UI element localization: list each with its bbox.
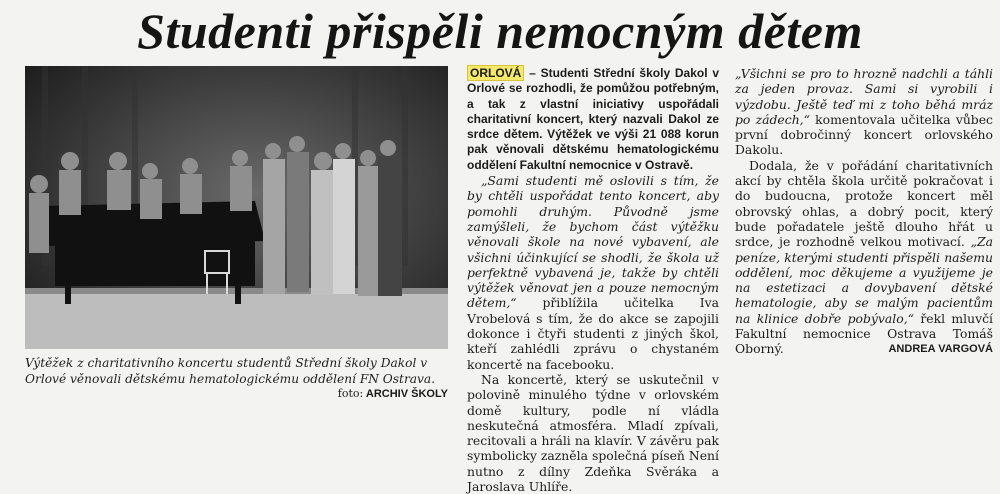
quote-3: „Za peníze, kterými studenti přispěli našemu oddělení, moc děkujeme a využijeme je na estetizaci a dovybavení dětské hematologie, aby se malým pacientům na klinice dobře pobývalo,“ — [735, 234, 993, 326]
paragraph-2-continued — [735, 66, 993, 158]
photo-credit-source: ARCHIV ŠKOLY — [365, 388, 448, 400]
paragraph-3-rest: řekl mluvčí Fakultní nemocnice Ostrava Tomáš Oborný. — [735, 310, 993, 357]
paragraph-1 — [467, 173, 719, 372]
paragraph-2-text: Na koncertě, který se uskutečnil v polovině minulého týdne v orlovském domě kultury, podle ní vládla neskutečná atmosféra. Mladí zpívali, recitovali a hráli na klavír. V závěru pak symbolicky zazněla společná píseň Není nutno z dílny Zdeňka Svěráka a Jaroslava Uhlíře. — [467, 371, 719, 494]
photo-credit — [338, 387, 448, 400]
dateline: ORLOVÁ — [467, 65, 524, 81]
photo-credit-label: foto: — [337, 387, 364, 400]
paragraph-3 — [735, 158, 993, 357]
article-lead — [467, 66, 719, 173]
photo-caption: Výtěžek z charitativního koncertu studentů Střední školy Dakol v Orlové věnovali dětskému hematologickému oddělení FN Ostrava. — [25, 356, 436, 386]
paragraph-2-rest: komentovala učitelka vůbec první dobročinný koncert orlovského Dakolu. — [735, 111, 994, 158]
paragraph-1-rest: přiblížila učitelka Iva Vrobelová s tím, že do akce se zapojili dokonce i čtyři studenti z jiných škol, kteří zahlédli zprávu o chystaném koncertě na facebooku. — [467, 295, 719, 372]
article-column-1 — [467, 66, 719, 494]
quote-1: „Sami studenti mě oslovili s tím, že by chtěli uspořádat tento koncert, aby pomohli druhým. Původně jsme zamýšleli, že bychom část výtěžku věnovali škole na nové vybavení, ale všichni účinkující se shodli, že škola už perfektně vybavená je, takže by chtěli výtěžek věnovat jen a pouze nemocným dětem,“ — [467, 173, 719, 311]
concert-photo-icon — [25, 66, 448, 349]
lead-text: – Studenti Střední školy Dakol v Orlové se rozhodli, že pomůžou potřebným, a tak z vlastní iniciativy uspořádali charitativní koncert, který nazvali Dakol ze srdce dětem. Výtěžek ve výši 21 088 korun pak věnovali dětskému hematologickému oddělení Fakultní nemocnice v Ostravě. — [467, 66, 719, 172]
concert-photo — [25, 66, 448, 349]
paragraph-2-start — [467, 372, 719, 494]
paragraph-3-text: Dodala, že v pořádání charitativních akcí by chtěla škola určitě pokračovat i do budoucna, protože koncert měl obrovský ohlas, a dobrý pocit, který bude pořadatele ještě dlouho hřát u srdce, je rozhodně velkou motivací. — [735, 157, 993, 250]
quote-2: „Všichni se pro to hrozně nadchli a táhli za jeden provaz. Sami si vyrobili i výzdobu. Ještě teď mi z toho běhá mráz po zádech,“ — [735, 66, 993, 127]
article-column-2 — [735, 66, 993, 358]
article-headline: Studenti přispěli nemocným dětem — [137, 3, 863, 59]
article-author: ANDREA VARGOVÁ — [888, 343, 993, 356]
